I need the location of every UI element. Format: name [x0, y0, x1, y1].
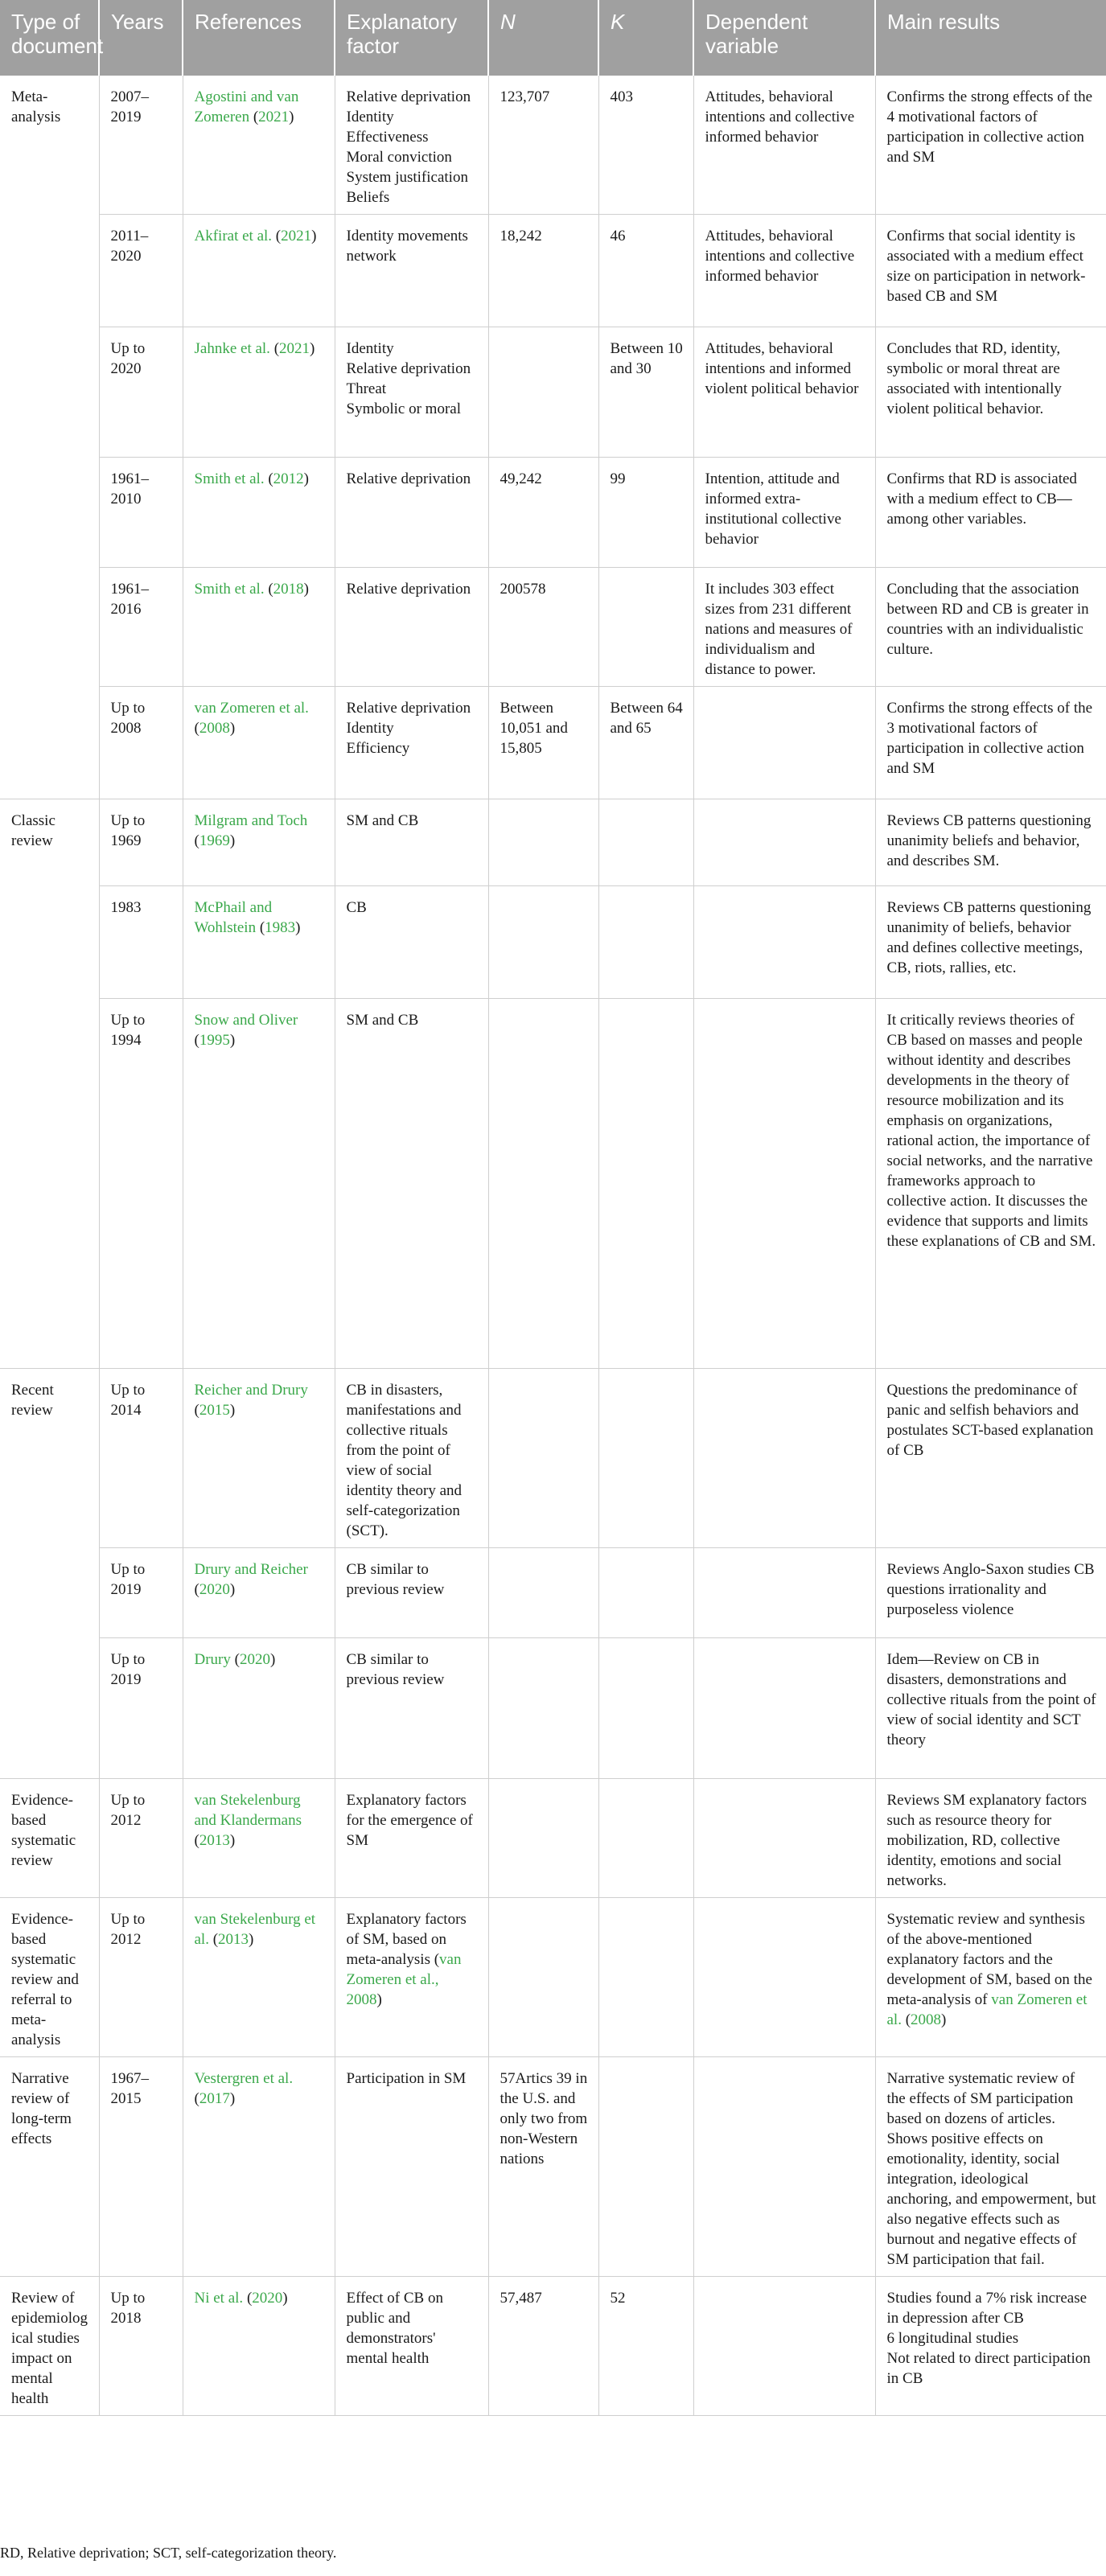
- k-cell: [598, 568, 693, 687]
- explanatory-cell: [335, 1369, 488, 1548]
- factor-line: Relative deprivation: [346, 700, 471, 717]
- main-results-cell: Confirms that RD is associated with a medium effect to CB—among other variables.: [875, 458, 1106, 568]
- n-cell: 18,242: [488, 215, 598, 327]
- explanatory-cell: [335, 2277, 488, 2416]
- reference-link[interactable]: Drury and Reicher: [194, 1561, 308, 1578]
- main-results-cell: Reviews SM explanatory factors such as resource theory for mobilization, RD, collective identity, emotions and social networks.: [875, 1779, 1106, 1898]
- main-results-cell: Confirms the strong effects of the 3 motivational factors of participation in collective action and SM: [875, 687, 1106, 799]
- reference-cell: Vestergren et al. (2017): [183, 2057, 335, 2277]
- factor-line: Participation in SM: [346, 2070, 467, 2087]
- explanatory-cell: [335, 886, 488, 999]
- table-row: [0, 458, 1106, 568]
- reference-cell: Drury (2020): [183, 1638, 335, 1779]
- result-line: Studies found a 7% risk increase in depression after CB: [886, 2290, 1087, 2327]
- factor-line: Relative deprivation: [346, 470, 471, 487]
- k-cell: [598, 1638, 693, 1779]
- k-cell: 99: [598, 458, 693, 568]
- table-footnote: RD, Relative deprivation; SCT, self-categorization theory.: [0, 2545, 337, 2561]
- reference-year-link[interactable]: 1983: [265, 919, 296, 936]
- k-cell: [598, 1898, 693, 2057]
- k-cell: [598, 886, 693, 999]
- reference-year-link[interactable]: 2012: [273, 470, 304, 487]
- table-row: [0, 687, 1106, 799]
- table-header: [0, 0, 1106, 76]
- reference-cell: van Stekelenburg and Klandermans (2013): [183, 1779, 335, 1898]
- factor-line: Beliefs: [346, 189, 390, 206]
- dependent-cell: Intention, attitude and informed extra-institutional collective behavior: [693, 458, 875, 568]
- n-cell: 200578: [488, 568, 598, 687]
- type-cell: Evidence-based systematic review: [0, 1779, 99, 1898]
- dependent-cell: [693, 2277, 875, 2416]
- factor-line: Identity movements network: [346, 228, 468, 265]
- dependent-cell: Attitudes, behavioral intentions and collective informed behavior: [693, 76, 875, 215]
- reference-year-link[interactable]: 2020: [239, 1651, 270, 1668]
- k-cell: Between 10 and 30: [598, 327, 693, 458]
- dependent-cell: [693, 1369, 875, 1548]
- n-cell: [488, 327, 598, 458]
- reference-year-link[interactable]: 1995: [199, 1032, 230, 1049]
- k-cell: Between 64 and 65: [598, 687, 693, 799]
- factor-line: CB in disasters, manifestations and collective rituals from the point of view of social identity theory and self-categorization (SCT).: [346, 1382, 463, 1539]
- reference-year-link[interactable]: 2017: [199, 2090, 230, 2107]
- reference-cell: Reicher and Drury (2015): [183, 1369, 335, 1548]
- n-cell: [488, 1898, 598, 2057]
- dependent-cell: Attitudes, behavioral intentions and informed violent political behavior: [693, 327, 875, 458]
- factor-line: Identity: [346, 109, 394, 125]
- years-cell: Up to 2020: [99, 327, 183, 458]
- meta-analysis-link[interactable]: van Zomeren et al., 2008: [346, 1951, 462, 2008]
- dependent-cell: [693, 799, 875, 886]
- factor-text: Explanatory factors of SM, based on meta-analysis (: [346, 1911, 467, 1968]
- meta-analysis-year-link[interactable]: 2008: [911, 2011, 942, 2028]
- table-row: [0, 886, 1106, 999]
- dependent-cell: [693, 1898, 875, 2057]
- header-main-results: Main results: [875, 0, 1106, 76]
- factor-line: CB similar to previous review: [346, 1651, 445, 1688]
- explanatory-cell: [335, 2057, 488, 2277]
- factor-line: CB: [346, 899, 367, 916]
- main-results-cell: Reviews Anglo-Saxon studies CB questions irrationality and purposeless violence: [875, 1548, 1106, 1638]
- reference-cell: Smith et al. (2012): [183, 458, 335, 568]
- k-cell: [598, 1369, 693, 1548]
- main-results-cell: Idem—Review on CB in disasters, demonstrations and collective rituals from the point of view of social identity and SCT theory: [875, 1638, 1106, 1779]
- years-cell: Up to 2019: [99, 1548, 183, 1638]
- reference-year-link[interactable]: 2015: [199, 1402, 230, 1419]
- reference-cell: van Stekelenburg et al. (2013): [183, 1898, 335, 2057]
- reference-link[interactable]: Reicher and Drury: [194, 1382, 308, 1399]
- reference-year-link[interactable]: 2008: [199, 720, 230, 737]
- type-cell: Meta-analysis: [0, 76, 99, 799]
- reference-cell: Snow and Oliver (1995): [183, 999, 335, 1369]
- years-cell: Up to 2012: [99, 1898, 183, 2057]
- main-results-cell: Questions the predominance of panic and selfish behaviors and postulates SCT-based explanation of CB: [875, 1369, 1106, 1548]
- k-cell: [598, 799, 693, 886]
- years-cell: Up to 2018: [99, 2277, 183, 2416]
- years-cell: Up to 2014: [99, 1369, 183, 1548]
- explanatory-cell: [335, 1898, 488, 2057]
- header-type: Type of document: [0, 0, 99, 76]
- table-row: [0, 1638, 1106, 1779]
- type-cell: Evidence-based systematic review and referral to meta-analysis: [0, 1898, 99, 2057]
- factor-line: Symbolic or moral: [346, 401, 461, 417]
- reference-link[interactable]: Agostini and van Zomeren: [194, 88, 299, 125]
- explanatory-cell: [335, 799, 488, 886]
- main-results-cell: Confirms that social identity is associated with a medium effect size on participation in network-based CB and SM: [875, 215, 1106, 327]
- main-results-cell: Narrative systematic review of the effects of SM participation based on dozens of articles. Shows positive effects on emotionality, identity, social integration, ideological anchoring, and empowerment, but also negative effects such as burnout and negative effects of SM participation that fail.: [875, 2057, 1106, 2277]
- type-cell: Review of epidemiological studies impact on mental health: [0, 2277, 99, 2416]
- reference-year-link[interactable]: 2021: [258, 109, 290, 125]
- reference-year-link[interactable]: 2018: [273, 581, 304, 598]
- n-cell: [488, 1779, 598, 1898]
- factor-line: SM and CB: [346, 812, 419, 829]
- factor-line: Relative deprivation: [346, 581, 471, 598]
- factor-line: Efficiency: [346, 740, 410, 757]
- k-cell: 52: [598, 2277, 693, 2416]
- reference-link[interactable]: McPhail and Wohlstein: [194, 899, 273, 936]
- header-years: Years: [99, 0, 183, 76]
- years-cell: Up to 2008: [99, 687, 183, 799]
- explanatory-cell: [335, 327, 488, 458]
- header-k: K: [598, 0, 693, 76]
- reference-link[interactable]: Drury: [194, 1651, 231, 1668]
- main-results-cell: Reviews CB patterns questioning unanimity of beliefs, behavior and defines collective meetings, CB, riots, rallies, etc.: [875, 886, 1106, 999]
- reference-cell: Ni et al. (2020): [183, 2277, 335, 2416]
- factor-line: Threat: [346, 380, 387, 397]
- reference-link[interactable]: van Stekelenburg and Klandermans: [194, 1792, 302, 1829]
- explanatory-cell: [335, 999, 488, 1369]
- main-text-paren: (: [901, 2011, 911, 2028]
- reference-year-link[interactable]: 2021: [279, 340, 310, 357]
- reference-link[interactable]: Smith et al.: [194, 581, 265, 598]
- main-results-cell: Concluding that the association between RD and CB is greater in countries with an individualistic culture.: [875, 568, 1106, 687]
- n-cell: 123,707: [488, 76, 598, 215]
- main-results-cell: [875, 1898, 1106, 2057]
- reference-year-link[interactable]: 2020: [252, 2290, 283, 2307]
- main-results-cell: Reviews CB patterns questioning unanimity beliefs and behavior, and describes SM.: [875, 799, 1106, 886]
- header-dependent-variable: Dependent variable: [693, 0, 875, 76]
- explanatory-cell: [335, 687, 488, 799]
- explanatory-cell: [335, 1638, 488, 1779]
- reference-cell: McPhail and Wohlstein (1983): [183, 886, 335, 999]
- header-n: N: [488, 0, 598, 76]
- years-cell: 2011–2020: [99, 215, 183, 327]
- years-cell: Up to 2019: [99, 1638, 183, 1779]
- dependent-cell: [693, 1548, 875, 1638]
- main-results-cell: Confirms the strong effects of the 4 motivational factors of participation in collective action and SM: [875, 76, 1106, 215]
- reference-cell: van Zomeren et al. (2008): [183, 687, 335, 799]
- dependent-cell: It includes 303 effect sizes from 231 different nations and measures of individualism and distance to power.: [693, 568, 875, 687]
- result-line: Not related to direct participation in CB: [886, 2350, 1091, 2387]
- factor-line: Effect of CB on public and demonstrators' mental health: [346, 2290, 443, 2367]
- explanatory-cell: [335, 1548, 488, 1638]
- reference-year-link[interactable]: 2013: [199, 1832, 230, 1849]
- result-line: 6 longitudinal studies: [886, 2330, 1019, 2347]
- n-cell: 49,242: [488, 458, 598, 568]
- n-cell: 57,487: [488, 2277, 598, 2416]
- reference-cell: Smith et al. (2018): [183, 568, 335, 687]
- main-results-cell: It critically reviews theories of CB based on masses and people without identity and describes developments in the theory of resource mobilization and its emphasis on organizations, rational action, the importance of social networks, and the narrative frameworks approach to collective action. It discusses the evidence that supports and limits these explanations of CB and SM.: [875, 999, 1106, 1369]
- dependent-cell: [693, 999, 875, 1369]
- factor-line: Identity: [346, 340, 394, 357]
- table-row: [0, 1898, 1106, 2057]
- table-row: [0, 2277, 1106, 2416]
- reference-year-link[interactable]: 2021: [281, 228, 312, 244]
- n-cell: [488, 799, 598, 886]
- header-references: References: [183, 0, 335, 76]
- table-row: [0, 799, 1106, 886]
- reference-link[interactable]: Smith et al.: [194, 470, 265, 487]
- meta-analysis-link[interactable]: van Zomeren et al.: [886, 1991, 1087, 2028]
- k-cell: 46: [598, 215, 693, 327]
- reference-cell: Jahnke et al. (2021): [183, 327, 335, 458]
- years-cell: Up to 1969: [99, 799, 183, 886]
- table-row: [0, 568, 1106, 687]
- reference-link[interactable]: Vestergren et al.: [194, 2070, 294, 2087]
- type-cell: Narrative review of long-term effects: [0, 2057, 99, 2277]
- factor-line: System justification: [346, 169, 468, 186]
- reference-cell: Agostini and van Zomeren (2021): [183, 76, 335, 215]
- reference-link[interactable]: van Stekelenburg et al.: [194, 1911, 316, 1948]
- n-cell: 57Artics 39 in the U.S. and only two from non-Western nations: [488, 2057, 598, 2277]
- table-row: [0, 999, 1106, 1369]
- k-cell: [598, 1779, 693, 1898]
- k-cell: [598, 1548, 693, 1638]
- table-row: [0, 327, 1106, 458]
- explanatory-cell: [335, 458, 488, 568]
- reference-year-link[interactable]: 1969: [199, 832, 230, 849]
- type-cell: Recent review: [0, 1369, 99, 1779]
- explanatory-cell: [335, 76, 488, 215]
- factor-line: Identity: [346, 720, 394, 737]
- k-cell: [598, 999, 693, 1369]
- years-cell: Up to 1994: [99, 999, 183, 1369]
- table-row: [0, 2057, 1106, 2277]
- factor-line: Relative deprivation: [346, 360, 471, 377]
- factor-line: SM and CB: [346, 1012, 419, 1029]
- dependent-cell: [693, 687, 875, 799]
- table-row: [0, 1779, 1106, 1898]
- main-results-cell: Concludes that RD, identity, symbolic or moral threat are associated with intentionally violent political behavior.: [875, 327, 1106, 458]
- table-row: [0, 1548, 1106, 1638]
- dependent-cell: [693, 886, 875, 999]
- header-explanatory-factor: Explanatory factor: [335, 0, 488, 76]
- reference-link[interactable]: Akfirat et al.: [194, 228, 273, 244]
- n-cell: [488, 1638, 598, 1779]
- years-cell: 1961–2010: [99, 458, 183, 568]
- factor-text-end: ): [376, 1991, 382, 2008]
- factor-line: Relative deprivation: [346, 88, 471, 105]
- years-cell: 2007–2019: [99, 76, 183, 215]
- reference-year-link[interactable]: 2013: [218, 1931, 249, 1948]
- dependent-cell: Attitudes, behavioral intentions and collective informed behavior: [693, 215, 875, 327]
- reference-link[interactable]: Milgram and Toch: [194, 812, 308, 829]
- dependent-cell: [693, 1779, 875, 1898]
- years-cell: 1961–2016: [99, 568, 183, 687]
- explanatory-cell: [335, 1779, 488, 1898]
- years-cell: Up to 2012: [99, 1779, 183, 1898]
- reference-link[interactable]: Snow and Oliver: [194, 1012, 298, 1029]
- factor-line: Effectiveness: [346, 129, 429, 146]
- factor-line: CB similar to previous review: [346, 1561, 445, 1598]
- n-cell: [488, 1548, 598, 1638]
- years-cell: 1983: [99, 886, 183, 999]
- main-results-cell: [875, 2277, 1106, 2416]
- factor-line: Explanatory factors for the emergence of SM: [346, 1792, 473, 1849]
- table-row: [0, 76, 1106, 215]
- table-row: [0, 1369, 1106, 1548]
- n-cell: [488, 1369, 598, 1548]
- reference-cell: Drury and Reicher (2020): [183, 1548, 335, 1638]
- reference-cell: Akfirat et al. (2021): [183, 215, 335, 327]
- reference-cell: Milgram and Toch (1969): [183, 799, 335, 886]
- main-text-end: ): [941, 2011, 947, 2028]
- dependent-cell: [693, 1638, 875, 1779]
- n-cell: Between 10,051 and 15,805: [488, 687, 598, 799]
- n-cell: [488, 886, 598, 999]
- type-cell: Classic review: [0, 799, 99, 1369]
- main-text: Systematic review and synthesis of the above-mentioned explanatory factors and the development of SM, based on the meta-analysis of: [886, 1911, 1092, 2008]
- dependent-cell: [693, 2057, 875, 2277]
- k-cell: [598, 2057, 693, 2277]
- factor-line: Moral conviction: [346, 149, 452, 166]
- table-row: [0, 215, 1106, 327]
- reference-year-link[interactable]: 2020: [199, 1581, 230, 1598]
- explanatory-cell: [335, 568, 488, 687]
- explanatory-cell: [335, 215, 488, 327]
- k-cell: 403: [598, 76, 693, 215]
- reference-link[interactable]: Jahnke et al.: [194, 340, 270, 357]
- reference-link[interactable]: Ni et al.: [194, 2290, 244, 2307]
- years-cell: 1967–2015: [99, 2057, 183, 2277]
- n-cell: [488, 999, 598, 1369]
- reference-link[interactable]: van Zomeren et al.: [194, 700, 309, 717]
